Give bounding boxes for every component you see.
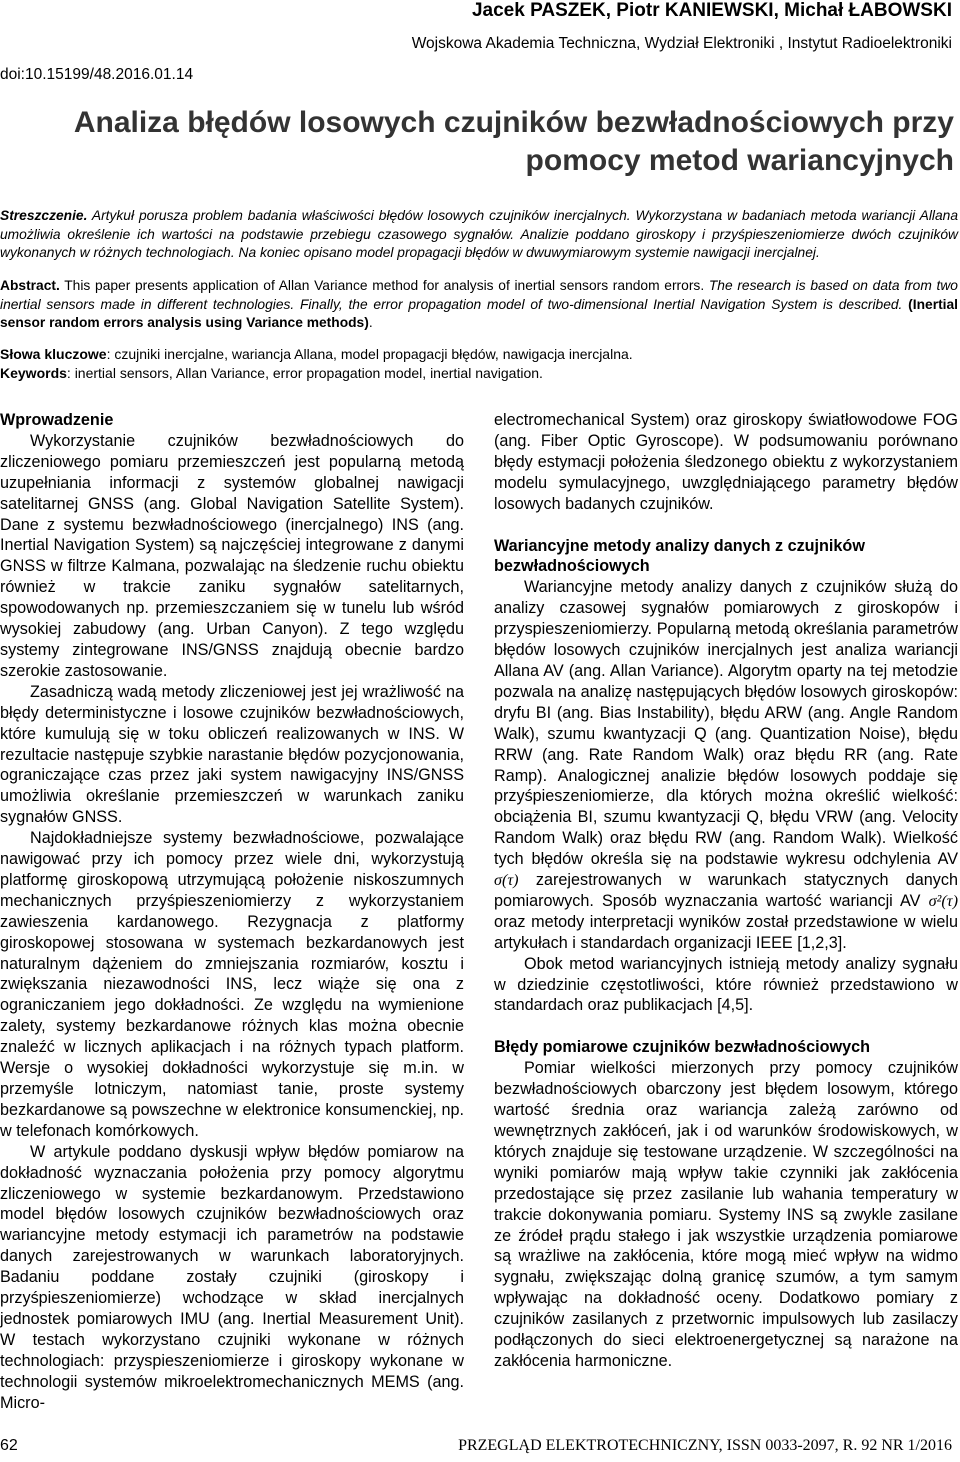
keywords-pl (0, 345, 633, 364)
paragraph-text: Wariancyjne metody analizy danych z czujników służą do analizy czasowej sygnałów pomiarowych z giroskopów i przyspieszeniomierzy. Popularną metodą określania parametrów błędów losowych czujników inercjalnych jest analiza wariancji Allana AV (ang. Allan Variance). Algorytm oparty na tej metodzie pozwala na analizę następujących błędów losowych giroskopów: dryfu BI (ang. Bias Instability), błędu ARW (ang. Angle Random Walk), szumu kwantyzacji Q (ang. Quantization Noise), błędu RRW (ang. Rate Random Walk) oraz błędu RR (ang. Rate Ramp). Analogicznej analizie błędów losowych poddaje się przyśpieszeniomierze, dla których można określić wielkość: obciążenia BI, szumu kwantyzacji Q, błędu VRW (ang. Velocity Random Walk) oraz błędu RW (ang. Random Walk). Wielkość tych błędów określa się na podstawie wykresu odchylenia AV (494, 578, 958, 869)
section-heading-variance-methods: Wariancyjne metody analizy danych z czujników bezwładnościowych (494, 536, 865, 576)
sigma-tau-symbol: σ(τ) (494, 871, 519, 890)
keywords-en-text: : inertial sensors, Allan Variance, error propagation model, inertial navigation. (66, 365, 543, 381)
paragraph: Obok metod wariancyjnych istnieją metody analizy sygnału w dziedzinie częstotliwości, które również przedstawiono w standardach oraz publikacjach [4,5]. (494, 954, 958, 1015)
keywords-en-label: Keywords (0, 365, 67, 381)
abstract-label: Abstract. (0, 278, 60, 293)
paragraph-text: zarejestrowanych w warunkach statycznych danych pomiarowych. Sposób wyznaczania wartość wariancji AV (494, 871, 958, 910)
abstract-block (0, 277, 958, 333)
streszczenie-text: Artykuł porusza problem badania właściwości błędów losowych czujników inercjalnych. Wykorzystana w badaniach metoda wariancji Allana umożliwia określenie ich wartości na podstawie przebiegu czasowego sygnałów. Analizie poddano giroskopy i przyśpieszeniomierze dwóch czujników wykonanych w różnych technologiach. Na koniec opisano model propagacji błędów w dwuwymiarowym systemie nawigacji inercjalnej. (0, 208, 958, 260)
paragraph (494, 577, 958, 953)
abstract-title-en: (Inertial sensor random errors analysis using Variance methods) (0, 296, 958, 330)
paragraph: Wykorzystanie czujników bezwładnościowych do zliczeniowego pomiaru przemieszczeń jest popularną metodą uzupełniania informacji z systemów globalnej nawigacji satelitarnej GNSS (ang. Global Navigation Satellite System). Dane z systemu bezwładnościowego (inercjalnego) INS (ang. Inertial Navigation System) są najczęściej integrowane z danymi GNSS w filtrze Kalmana, pozwalając na śledzenie ruchu obiektu również w trakcie zaniku sygnałów satelitarnych, spowodowanych np. przemieszczaniem się w tunelu lub wśród wysokiej zabudowy (ang. Urban Canyon). Z tego względu systemy zintegrowane INS/GNSS znajdują obecnie bardzo szerokie zastosowanie. (0, 431, 464, 680)
authors: Jacek PASZEK, Piotr KANIEWSKI, Michał ŁABOWSKI (471, 0, 952, 21)
sigma-squared-tau-symbol: σ²(τ) (928, 891, 958, 910)
left-column (0, 410, 464, 1414)
paragraph: Pomiar wielkości mierzonych przy pomocy czujników bezwładnościowych obarczony jest błędem losowym, którego wartość średnia oraz wariancja zależą zarówno od wewnętrznych zakłóceń, jak i od warunków środowiskowych, w których znajduje się testowane urządzenie. W szczególności na wyniki pomiarów mają wpływ takie czynniki jak zakłócenia przedostające się przez zasilanie lub wahania temperatury w trakcie dokonywania pomiaru. Systemy INS są zwykle zasilane ze źródeł prądu stałego i jak wszystkie urządzenia pomiarowe są wrażliwe na zakłócenia, które mogą mieć wpływ na widmo sygnału, zwiększając dolną granicę szumów, a tym samym wpływając na dokładność oceny. Dodatkowo pomiary z czujników zasilanych z przetwornic impulsowych lub zasilaczy podłączonych do sieci elektroenergetycznej są narażone na zakłócenia harmoniczne. (494, 1059, 958, 1370)
keywords-block (0, 345, 633, 383)
streszczenie-block (0, 207, 958, 263)
abstract-end: . (368, 315, 373, 330)
page-number: 62 (0, 1437, 18, 1454)
section-heading-introduction: Wprowadzenie (0, 411, 114, 429)
paragraph-text: oraz metody interpretacji wyników został przedstawione w wielu artykułach i standardach organizacji IEEE [1,2,3]. (494, 912, 958, 952)
paragraph: electromechanical System) oraz giroskopy światłowodowe FOG (ang. Fiber Optic Gyroscope). W podsumowaniu porównano błędy estymacji położenia śledzonego obiektu z wykorzystaniem modelu symulacyjnego, uwzględniającego parametry błędów losowych badanych czujników. (494, 411, 958, 513)
paper-title (0, 104, 954, 180)
journal-footer: PRZEGLĄD ELEKTROTECHNICZNY, ISSN 0033-2097, R. 92 NR 1/2016 (458, 1437, 952, 1454)
paragraph: W artykule poddano dyskusji wpływ błędów pomiarow na dokładność wyznaczania położenia przy pomocy algorytmu zliczeniowego w systemie bezkardanowym. Przedstawiono model błędów losowych czujników bezwładnościowych oraz wariancyjne metody estymacji ich parametrów na podstawie danych zarejestrowanych w warunkach laboratoryjnych. Badaniu poddane zostały czujniki (giroskopy i przyśpieszeniomierze) wchodzące w skład inercjalnych jednostek pomiarowych IMU (ang. Inertial Measurement Unit). W testach wykorzystano czujniki wykonane w różnych technologiach: przyspieszeniomierze i giroskopy wykonane w technologii systemów mikroelektromechanicznych MEMS (ang. Micro- (0, 1142, 464, 1412)
keywords-pl-text: : czujniki inercjalne, wariancja Allana, model propagacji błędów, nawigacja inercjalna. (106, 346, 633, 362)
doi[interactable]: doi:10.15199/48.2016.01.14 (0, 66, 194, 83)
right-column (494, 410, 958, 1372)
keywords-en (0, 364, 633, 383)
paragraph: Zasadniczą wadą metody zliczeniowej jest jej wrażliwość na błędy deterministyczne i losowe czujników bezwładnościowych, które kumulują się w toku obliczeń realizowanych w INS. W rezultacie następuje szybkie narastanie błędów pozycjonowania, ograniczające czas przez jaki system nawigacyjny INS/GNSS umożliwia określanie przemieszczeń w warunkach zaniku sygnałów GNSS. (0, 682, 464, 827)
keywords-pl-label: Słowa kluczowe (0, 346, 107, 362)
section-heading-measurement-errors: Błędy pomiarowe czujników bezwładnościowych (494, 1038, 870, 1057)
abstract-text-2: The research is based on data from two inertial sensors made in different technologies. Finally, the error propagation model of two-dimensional Inertial Navigation System is described. (0, 278, 958, 312)
paragraph: Najdokładniejsze systemy bezwładnościowe, pozwalające nawigować przy ich pomocy przez wiele dni, wykorzystują platformę giroskopową utrzymującą położenie niskoszumnych mechanicznych przyśpieszeniomierzy z wykorzystaniem zawieszenia kardanowego. Rezygnacja z platformy giroskopowej stosowana w systemach bezkardanowych jest naturalnym dążeniem do zmniejszania rozmiarów, kosztu i zwiększania niezawodności INS, lecz wiąże się ona z ograniczaniem jego dokładności. Ze względu na wymienione zalety, systemy bezkardanowe różnych klas można obecnie znaleźć w licznych aplikacjach i na różnych typach platform. Wersje o wysokiej dokładności wykorzystuje się m.in. w przemyśle lotniczym, natomiast tanie, proste systemy bezkardanowe są powszechne w elektronice konsumenckiej, np. w telefonach komórkowych. (0, 829, 464, 1140)
abstract-text-1: This paper presents application of Allan Variance method for analysis of inertial sensors random errors. (59, 278, 709, 293)
title-line-2: pomocy metod wariancyjnych (525, 144, 954, 177)
title-line-1: Analiza błędów losowych czujników bezwładnościowych przy (73, 106, 954, 139)
affiliation: Wojskowa Akademia Techniczna, Wydział Elektroniki , Instytut Radioelektroniki (411, 35, 952, 52)
streszczenie-label: Streszczenie. (0, 208, 88, 223)
